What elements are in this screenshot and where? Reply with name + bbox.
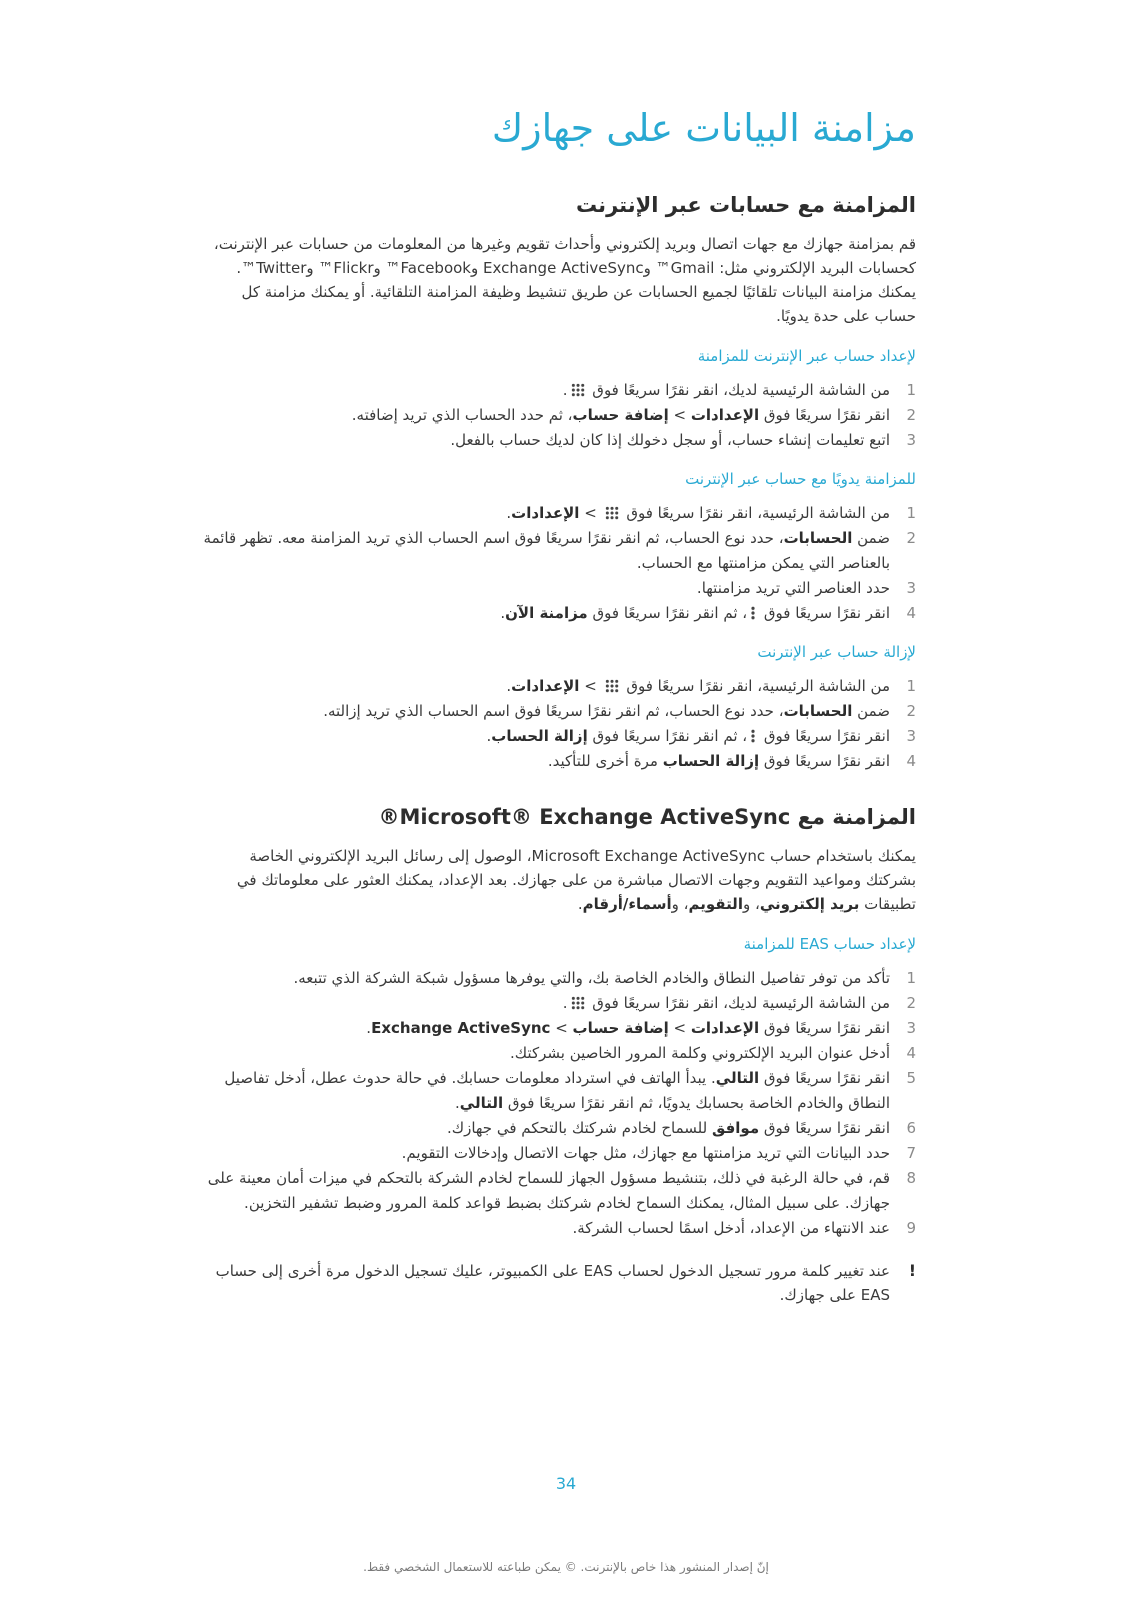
list-item: 2 انقر نقرًا سريعًا فوق الإعدادات > إضافة حساب، ثم حدد الحساب الذي تريد إضافته. <box>351 406 916 424</box>
steps-remove-online <box>196 674 916 774</box>
menu-dots-icon <box>751 606 755 620</box>
apps-grid-icon <box>571 996 585 1010</box>
list-item: 7 حدد البيانات التي تريد مزامنتها مع جهازك، مثل جهات الاتصال وإدخالات التقويم. <box>401 1144 916 1162</box>
steps-eas-setup <box>196 966 916 1241</box>
list-item: 1 من الشاشة الرئيسية، انقر نقرًا سريعًا فوق > الإعدادات. <box>506 677 916 695</box>
section-intro-online: قم بمزامنة جهازك مع جهات اتصال وبريد إلكتروني وأحداث تقويم وغيرها من المعلومات من حسابات عبر الإنترنت، كحسابات البريد الإلكتروني مثل: Gmail™ وExchange ActiveSync وFacebook™ وFlickr™ وTwitter™. يمكنك مزامنة البيانات تلقائيًا لجميع الحسابات عن طريق تنشيط وظيفة المزامنة التلقائية. أو يمكنك مزامنة كل حساب على حدة يدويًا. <box>213 235 916 325</box>
steps-manual-sync <box>196 501 916 626</box>
list-item: 3 انقر نقرًا سريعًا فوق الإعدادات > إضافة حساب > Exchange ActiveSync. <box>366 1019 916 1037</box>
list-item: 4 انقر نقرًا سريعًا فوق إزالة الحساب مرة أخرى للتأكيد. <box>547 752 916 770</box>
list-item: 3 حدد العناصر التي تريد مزامنتها. <box>696 579 916 597</box>
subheading-remove-online-account: لإزالة حساب عبر الإنترنت <box>757 643 916 661</box>
section-intro-exchange: يمكنك باستخدام حساب Microsoft Exchange ActiveSync، الوصول إلى رسائل البريد الإلكتروني الخاصة بشركتك ومواعيد التقويم وجهات الاتصال مباشرة من على جهازك. بعد الإعداد، يمكنك العثور على معلوماتك في تطبيقات بريد إلكتروني، والتقويم، وأسماء/أرقام. <box>236 847 916 913</box>
subheading-manual-sync: للمزامنة يدويًا مع حساب عبر الإنترنت <box>685 470 916 488</box>
warning-icon: ! <box>908 1261 916 1280</box>
list-item: 1 تأكد من توفر تفاصيل النطاق والخادم الخاصة بك، والتي يوفرها مسؤول شبكة الشركة الذي تتبعه. <box>293 969 916 987</box>
menu-dots-icon <box>751 729 755 743</box>
list-item: 4 أدخل عنوان البريد الإلكتروني وكلمة المرور الخاصين بشركتك. <box>510 1044 916 1062</box>
apps-grid-icon <box>571 383 585 397</box>
list-item: 8 قم، في حالة الرغبة في ذلك، بتنشيط مسؤول الجهاز للسماح لخادم الشركة بالتحكم في ميزات أمان معينة على جهازك. على سبيل المثال، يمكنك السماح لخادم شركتك بضبط قواعد كلمة المرور وضبط تشفير التخزين. <box>207 1169 916 1212</box>
footer-text: إنّ إصدار المنشور هذا خاص بالإنترنت. © يمكن طباعته للاستعمال الشخصي فقط. <box>363 1560 769 1574</box>
warning-note-text: عند تغيير كلمة مرور تسجيل الدخول لحساب EAS على الكمبيوتر، عليك تسجيل الدخول مرة أخرى إلى حساب EAS على جهازك. <box>215 1262 890 1304</box>
section-heading-exchange: المزامنة مع Microsoft® Exchange ActiveSync® <box>378 805 916 829</box>
apps-grid-icon <box>605 506 619 520</box>
subheading-eas-setup: لإعداد حساب EAS للمزامنة <box>743 935 916 953</box>
list-item: 5 انقر نقرًا سريعًا فوق التالي. يبدأ الهاتف في استرداد معلومات حسابك. في حالة حدوث عطل، أدخل تفاصيل النطاق والخادم الخاصة بحسابك يدويًا، ثم انقر نقرًا سريعًا فوق التالي. <box>224 1069 916 1112</box>
list-item: 9 عند الانتهاء من الإعداد، أدخل اسمًا لحساب الشركة. <box>572 1219 916 1237</box>
list-item: 4 انقر نقرًا سريعًا فوق ، ثم انقر نقرًا سريعًا فوق مزامنة الآن. <box>500 604 916 622</box>
steps-setup-online <box>196 378 916 453</box>
subheading-setup-online-account: لإعداد حساب عبر الإنترنت للمزامنة <box>697 347 916 365</box>
list-item: 3 اتبع تعليمات إنشاء حساب، أو سجل دخولك إذا كان لديك حساب بالفعل. <box>450 431 916 449</box>
list-item: 2 من الشاشة الرئيسية لديك، انقر نقرًا سريعًا فوق . <box>562 994 916 1012</box>
page-number: 34 <box>555 1474 577 1493</box>
page-content <box>196 100 916 1307</box>
list-item: 2 ضمن الحسابات، حدد نوع الحساب، ثم انقر نقرًا سريعًا فوق اسم الحساب الذي تريد المزامنة معه. تظهر قائمة بالعناصر التي يمكن مزامنتها مع الحساب. <box>203 529 916 572</box>
list-item: 2 ضمن الحسابات، حدد نوع الحساب، ثم انقر نقرًا سريعًا فوق اسم الحساب الذي تريد إزالته. <box>323 702 916 720</box>
list-item: 1 من الشاشة الرئيسية، انقر نقرًا سريعًا فوق > الإعدادات. <box>506 504 916 522</box>
apps-grid-icon <box>605 679 619 693</box>
list-item: 1 من الشاشة الرئيسية لديك، انقر نقرًا سريعًا فوق . <box>562 381 916 399</box>
page-title: مزامنة البيانات على جهازك <box>491 106 916 150</box>
section-heading-online-accounts: المزامنة مع حسابات عبر الإنترنت <box>575 193 916 217</box>
warning-note <box>196 1259 916 1307</box>
list-item: 6 انقر نقرًا سريعًا فوق موافق للسماح لخادم شركتك بالتحكم في جهازك. <box>446 1119 916 1137</box>
list-item: 3 انقر نقرًا سريعًا فوق ، ثم انقر نقرًا سريعًا فوق إزالة الحساب. <box>486 727 916 745</box>
